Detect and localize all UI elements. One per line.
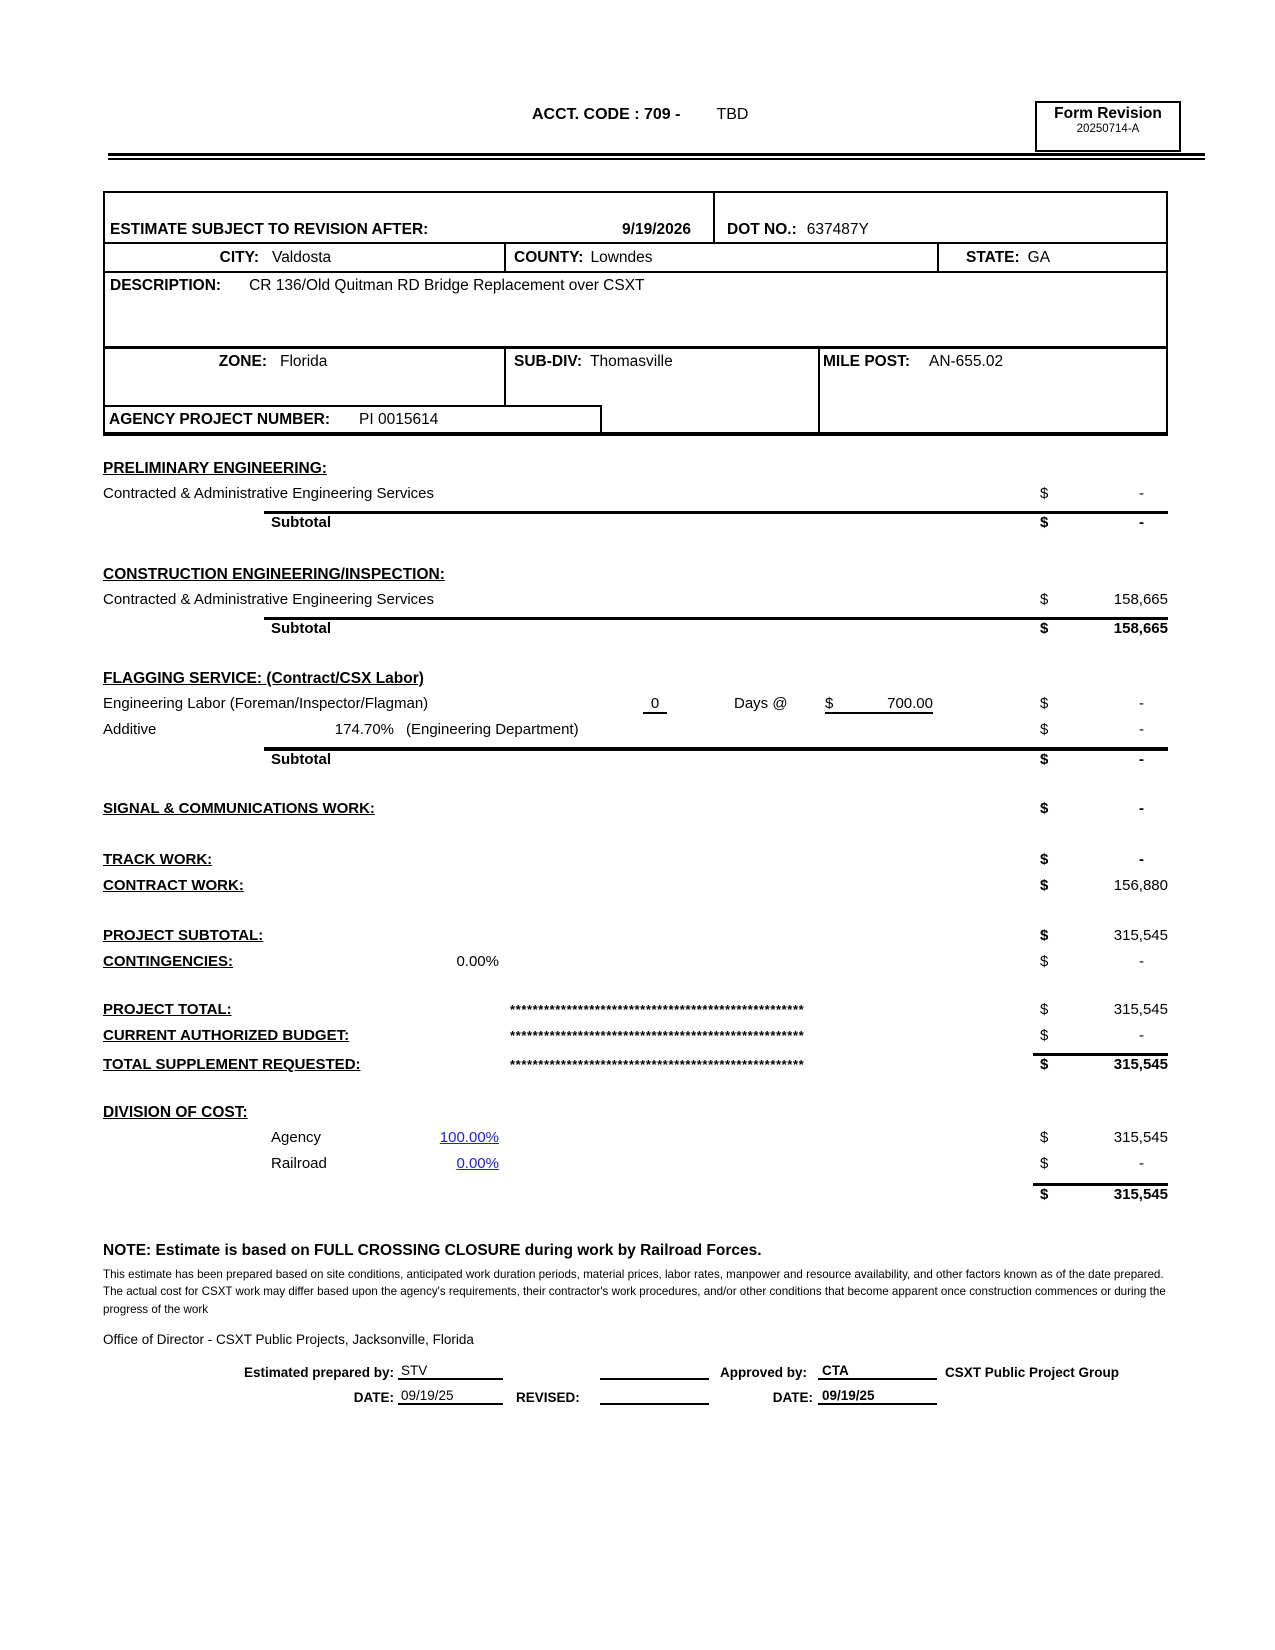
milepost-cell: [820, 349, 1166, 432]
signal-work-amount: -: [1139, 800, 1144, 817]
days-at-label: Days @: [734, 695, 788, 712]
agency-project-number-box: [105, 405, 602, 432]
division-total-row: [103, 1186, 1168, 1212]
county-label: COUNTY:: [514, 248, 584, 266]
dot-no-cell: [715, 193, 1166, 242]
subdiv-label: SUB-DIV:: [514, 353, 583, 370]
dollar-sign: $: [1040, 620, 1049, 637]
revised-by-blank-field: [600, 1378, 709, 1380]
prepared-by-row: [103, 1355, 1275, 1380]
supplement-requested-label: TOTAL SUPPLEMENT REQUESTED:: [103, 1056, 361, 1073]
constr-services-amount: 158,665: [1113, 591, 1168, 608]
constr-services-label: Contracted & Administrative Engineering Services: [103, 591, 434, 608]
note-fine-print: This estimate has been prepared based on site conditions, anticipated work duration periods, material prices, labor rates, manpower and resource availability, and other factors known as of the date prepared. The actual cost for CSXT work may differ based upon the agency's requirements, their contractor's work procedures, and/or other conditions that become apparent once construction commences or during the progress of the work: [103, 1268, 1166, 1316]
additive-amount: -: [1139, 721, 1144, 738]
authorized-budget-amount: -: [1139, 1027, 1144, 1044]
form-revision-title: Form Revision: [1054, 105, 1162, 122]
dollar-sign: $: [1040, 514, 1049, 531]
flagging-labor-row: [103, 695, 1168, 721]
flagging-additive-row: [103, 721, 1168, 747]
supplement-requested-row: [103, 1056, 1168, 1082]
dollar-sign: $: [1040, 877, 1049, 894]
track-work-amount: -: [1139, 851, 1144, 868]
prepared-date-label: DATE:: [353, 1390, 394, 1406]
milepost-label: MILE POST:: [823, 353, 910, 370]
division-agency-row: [103, 1129, 1168, 1155]
prelim-subtotal-label: Subtotal: [271, 514, 331, 531]
revision-date-cell: [105, 193, 715, 242]
contract-work-label: CONTRACT WORK:: [103, 877, 244, 894]
revised-date-blank-field: [600, 1403, 709, 1405]
prepared-by-value: STV: [398, 1363, 503, 1380]
preliminary-engineering-title: PRELIMINARY ENGINEERING:: [103, 460, 327, 477]
dollar-sign: $: [1040, 1155, 1049, 1172]
constr-subtotal-amount: 158,665: [1113, 620, 1168, 637]
stars-fill: ****************************************************: [510, 1028, 805, 1043]
dollar-sign: $: [1040, 927, 1049, 944]
approved-by-value: CTA: [818, 1363, 937, 1380]
division-agency-label: Agency: [271, 1129, 322, 1146]
prepared-by-label: Estimated prepared by:: [243, 1365, 394, 1381]
dollar-sign: $: [1040, 953, 1049, 970]
dates-row: [103, 1380, 1275, 1405]
contract-work-amount: 156,880: [1113, 877, 1168, 894]
acct-code-line: [532, 106, 748, 124]
city-cell: [105, 244, 506, 271]
project-subtotal-label: PROJECT SUBTOTAL:: [103, 927, 264, 944]
authorized-budget-label: CURRENT AUTHORIZED BUDGET:: [103, 1027, 350, 1044]
project-group-label: CSXT Public Project Group: [945, 1365, 1120, 1381]
acct-code-label: ACCT. CODE : 709 -: [532, 106, 681, 123]
flagging-rate-field: [825, 695, 933, 714]
prelim-services-row: [103, 485, 1168, 511]
county-cell: [506, 244, 939, 271]
division-railroad-amount: -: [1139, 1155, 1144, 1172]
dollar-sign: $: [1040, 591, 1049, 608]
additive-percent: 174.70%: [334, 721, 394, 738]
dollar-sign: $: [825, 695, 834, 712]
contingencies-label: CONTINGENCIES:: [103, 953, 234, 970]
revision-date-row: [105, 193, 1166, 244]
supplement-requested-amount: 315,545: [1113, 1056, 1168, 1073]
revised-label: REVISED:: [516, 1390, 580, 1406]
division-agency-percent: 100.00%: [439, 1129, 499, 1146]
stars-fill: ****************************************************: [510, 1002, 805, 1017]
construction-engineering-title: CONSTRUCTION ENGINEERING/INSPECTION:: [103, 566, 445, 583]
milepost-value: AN-655.02: [928, 353, 1004, 370]
dollar-sign: $: [1040, 751, 1049, 768]
division-railroad-percent: 0.00%: [456, 1155, 499, 1172]
additive-label: Additive: [103, 721, 157, 738]
division-railroad-label: Railroad: [271, 1155, 327, 1172]
project-subtotal-row: [103, 927, 1168, 953]
flagging-subtotal-label: Subtotal: [271, 751, 331, 768]
subdiv-value: Thomasville: [590, 353, 673, 370]
state-cell: [939, 249, 1166, 267]
dollar-sign: $: [1040, 721, 1049, 738]
track-work-label: TRACK WORK:: [103, 851, 213, 868]
agency-project-label: AGENCY PROJECT NUMBER:: [109, 410, 331, 428]
constr-subtotal-row: [103, 620, 1168, 646]
dollar-sign: $: [1040, 851, 1049, 868]
zone-value: Florida: [280, 353, 328, 370]
city-label: CITY:: [219, 248, 259, 266]
flagging-rate-value: 700.00: [887, 695, 933, 712]
dollar-sign: $: [1040, 1001, 1049, 1018]
division-of-cost-title: DIVISION OF COST:: [103, 1104, 248, 1121]
constr-services-row: [103, 591, 1168, 617]
project-info-table: [103, 191, 1168, 436]
dollar-sign: $: [1040, 1186, 1049, 1203]
project-total-amount: 315,545: [1113, 1001, 1168, 1018]
agency-project-value: PI 0015614: [359, 410, 439, 428]
revision-after-date: 9/19/2026: [622, 221, 691, 238]
prelim-services-amount: -: [1139, 485, 1144, 502]
stars-fill: ****************************************************: [510, 1057, 805, 1072]
prepared-date-value: 09/19/25: [398, 1388, 503, 1405]
note-title: NOTE: Estimate is based on FULL CROSSING CLOSURE during work by Railroad Forces.: [103, 1242, 762, 1259]
form-revision-code: 20250714-A: [1076, 123, 1140, 135]
contract-work-row: [103, 877, 1168, 903]
signal-work-label: SIGNAL & COMMUNICATIONS WORK:: [103, 800, 375, 817]
dot-no-value: 637487Y: [806, 221, 869, 238]
county-value: Lowndes: [590, 248, 653, 266]
dot-no-label: DOT NO.:: [727, 221, 797, 238]
prelim-services-label: Contracted & Administrative Engineering Services: [103, 485, 434, 502]
approved-date-value: 09/19/25: [818, 1388, 937, 1405]
dollar-sign: $: [1040, 800, 1049, 817]
form-revision-box: [1035, 101, 1181, 152]
contingencies-percent: 0.00%: [456, 953, 499, 970]
acct-code-value: TBD: [716, 106, 749, 123]
flagging-labor-label: Engineering Labor (Foreman/Inspector/Flagman): [103, 695, 429, 712]
header-divider-line: [108, 153, 1205, 160]
flagging-labor-amount: -: [1139, 695, 1144, 712]
city-value: Valdosta: [272, 248, 332, 266]
description-value: CR 136/Old Quitman RD Bridge Replacement over CSXT: [249, 277, 645, 294]
city-county-state-row: [105, 244, 1166, 273]
state-value: GA: [1027, 248, 1051, 266]
approved-by-label: Approved by:: [720, 1365, 808, 1381]
dollar-sign: $: [1040, 1056, 1049, 1073]
dollar-sign: $: [1040, 695, 1049, 712]
signal-work-row: [103, 800, 1168, 826]
track-work-row: [103, 851, 1168, 877]
office-line: Office of Director - CSXT Public Projects, Jacksonville, Florida: [103, 1332, 474, 1348]
approved-date-label: DATE:: [772, 1390, 813, 1406]
flagging-days-value: 0: [615, 695, 695, 712]
flagging-subtotal-row: [103, 751, 1168, 777]
flagging-subtotal-amount: -: [1139, 751, 1144, 768]
division-total-amount: 315,545: [1113, 1186, 1168, 1203]
division-agency-amount: 315,545: [1113, 1129, 1168, 1146]
dollar-sign: $: [1040, 1027, 1049, 1044]
revision-after-label: ESTIMATE SUBJECT TO REVISION AFTER:: [110, 221, 429, 238]
dollar-sign: $: [1040, 1129, 1049, 1146]
zone-subdiv-milepost-row: [105, 349, 1166, 432]
state-label: STATE:: [966, 248, 1020, 266]
contingencies-amount: -: [1139, 953, 1144, 970]
prelim-subtotal-row: [103, 514, 1168, 540]
project-subtotal-amount: 315,545: [1113, 927, 1168, 944]
project-total-label: PROJECT TOTAL:: [103, 1001, 232, 1018]
authorized-budget-row: [103, 1027, 1168, 1053]
description-row: [105, 273, 1166, 349]
prelim-subtotal-amount: -: [1139, 514, 1144, 531]
project-total-row: [103, 1001, 1168, 1027]
contingencies-row: [103, 953, 1168, 979]
division-railroad-row: [103, 1155, 1168, 1181]
flagging-service-title: FLAGGING SERVICE: (Contract/CSX Labor): [103, 670, 424, 687]
description-label: DESCRIPTION:: [110, 277, 222, 294]
document-header: [0, 0, 1275, 153]
zone-label: ZONE:: [218, 353, 267, 370]
constr-subtotal-label: Subtotal: [271, 620, 331, 637]
additive-department: (Engineering Department): [406, 721, 579, 738]
dollar-sign: $: [1040, 485, 1049, 502]
